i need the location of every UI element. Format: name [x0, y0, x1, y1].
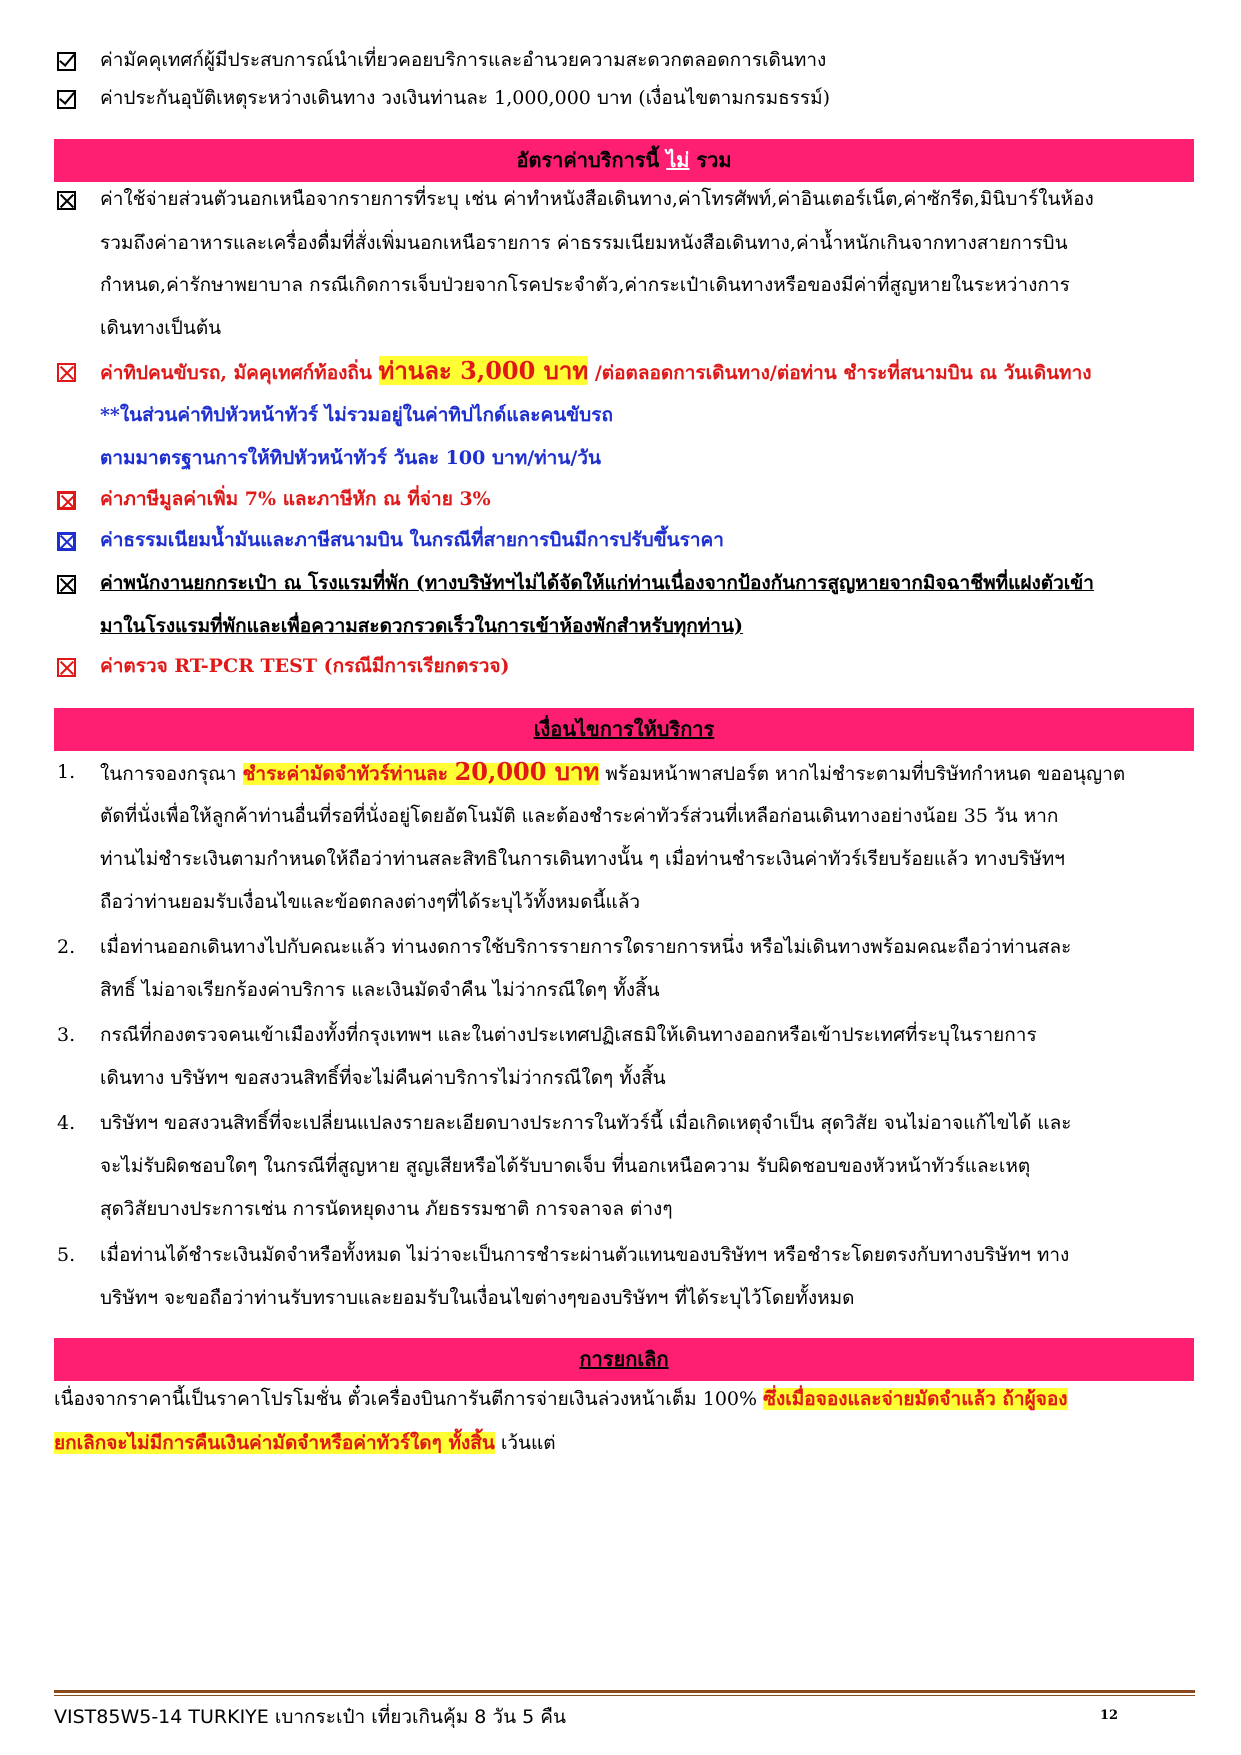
checkbox-crossed-icon [57, 491, 76, 510]
checkbox-crossed-icon [57, 191, 76, 210]
excluded-item-rtpcr: ค่าตรวจ RT-PCR TEST (กรณีมีการเรียกตรวจ) [100, 655, 510, 677]
excluded-item-personal-line4: เดินทางเป็นต้น [100, 317, 222, 339]
condition-3-line2: เดินทาง บริษัทฯ ขอสงวนสิทธิ์ที่จะไม่คืนค่าบริการไม่ว่ากรณีใดๆ ทั้งสิ้น [100, 1067, 666, 1089]
excluded-item-fuel-tax: ค่าธรรมเนียมน้ำมันและภาษีสนามบิน ในกรณีที่สายการบินมีการปรับขึ้นราคา [100, 529, 724, 551]
checkbox-crossed-icon [57, 658, 76, 677]
cancel-line2: ยกเลิกจะไม่มีการคืนเงินค่ามัดจำหรือค่าทัวร์ใดๆ ทั้งสิ้น เว้นแต่ [54, 1432, 556, 1454]
condition-2-line2: สิทธิ์ ไม่อาจเรียกร้องค่าบริการ และเงินมัดจำคืน ไม่ว่ากรณีใดๆ ทั้งสิ้น [100, 979, 660, 1001]
condition-2-line1: เมื่อท่านออกเดินทางไปกับคณะแล้ว ท่านงดการใช้บริการรายการใดรายการหนึ่ง หรือไม่เดินทางพร้อมคณะถือว่าท่านสละ [100, 936, 1072, 958]
included-item-insurance: ค่าประกันอุบัติเหตุระหว่างเดินทาง วงเงินท่านละ 1,000,000 บาท (เงื่อนไขตามกรมธรรม์) [100, 87, 831, 109]
condition-number: 3. [57, 1024, 76, 1046]
excluded-item-porter-line1: ค่าพนักงานยกกระเป๋า ณ โรงแรมที่พัก (ทางบริษัทฯไม่ได้จัดให้แก่ท่านเนื่องจากป้องกันการสูญหายจากมิจฉาชีพที่แฝงตัวเข้า [100, 572, 1094, 594]
checkbox-checked-icon [57, 90, 76, 109]
cancel-highlight-1: ซึ่งเมื่อจองและจ่ายมัดจำแล้ว ถ้าผู้จอง [763, 1388, 1068, 1410]
not-highlight: ไม่ [666, 148, 690, 172]
condition-1-line2: ตัดที่นั่งเพื่อให้ลูกค้าท่านอื่นที่รอที่นั่งอยู่โดยอัตโนมัติ และต้องชำระค่าทัวร์ส่วนที่เหลือก่อนเดินทางอย่างน้อย 35 วัน หาก [100, 805, 1059, 827]
condition-4-line3: สุดวิสัยบางประการเช่น การนัดหยุดงาน ภัยธรรมชาติ การจลาจล ต่างๆ [100, 1198, 673, 1220]
tips-amount-highlight: ท่านละ 3,000 บาท [378, 356, 589, 385]
excluded-section-header: อัตราค่าบริการนี้ ไม่ รวม [54, 139, 1194, 182]
condition-1-line4: ถือว่าท่านยอมรับเงื่อนไขและข้อตกลงต่างๆที่ได้ระบุไว้ทั้งหมดนี้แล้ว [100, 891, 641, 913]
condition-5-line1: เมื่อท่านได้ชำระเงินมัดจำหรือทั้งหมด ไม่ว่าจะเป็นการชำระผ่านตัวแทนของบริษัทฯ หรือชำระโดยตรงกับทางบริษัทฯ ทาง [100, 1244, 1070, 1266]
condition-number: 4. [57, 1112, 76, 1134]
condition-number: 5. [57, 1244, 76, 1266]
condition-1-line1: ในการจองกรุณา ชำระค่ามัดจำทัวร์ท่านละ 20,000 บาท พร้อมหน้าพาสปอร์ต หากไม่ชำระตามที่บริษัทกำหนด ขออนุญาต [100, 757, 1126, 786]
condition-4-line2: จะไม่รับผิดชอบใดๆ ในกรณีที่สูญหาย สูญเสียหรือได้รับบาดเจ็บ ที่นอกเหนือความ รับผิดชอบของหัวหน้าทัวร์และเหตุ [100, 1155, 1031, 1177]
excluded-item-tips: ค่าทิปคนขับรถ, มัคคุเทศก์ท้องถิ่น ท่านละ 3,000 บาท /ต่อตลอดการเดินทาง/ต่อท่าน ชำระที่สนามบิน ณ วันเดินทาง [100, 356, 1092, 385]
included-item-guide: ค่ามัคคุเทศก์ผู้มีประสบการณ์นำเที่ยวคอยบริการและอำนวยความสะดวกตลอดการเดินทาง [100, 49, 827, 71]
condition-3-line1: กรณีที่กองตรวจคนเข้าเมืองทั้งที่กรุงเทพฯ และในต่างประเทศปฏิเสธมิให้เดินทางออกหรือเข้าประเทศที่ระบุในรายการ [100, 1024, 1037, 1046]
excluded-item-personal-line3: กำหนด,ค่ารักษาพยาบาล กรณีเกิดการเจ็บป่วยจากโรคประจำตัว,ค่ากระเป๋าเดินทางหรือของมีค่าที่สูญหายในระหว่างการ [100, 274, 1070, 296]
condition-4-line1: บริษัทฯ ขอสงวนสิทธิ์ที่จะเปลี่ยนแปลงรายละเอียดบางประการในทัวร์นี้ เมื่อเกิดเหตุจำเป็น สุดวิสัย จนไม่อาจแก้ไขได้ และ [100, 1112, 1072, 1134]
footer-title: VIST85W5-14 TURKIYE เบากระเป๋า เที่ยวเกินคุ้ม 8 วัน 5 คืน [54, 1706, 566, 1728]
footer-divider [54, 1690, 1195, 1693]
tips-note-line2: ตามมาตรฐานการให้ทิปหัวหน้าทัวร์ วันละ 100 บาท/ท่าน/วัน [100, 447, 601, 469]
condition-number: 2. [57, 936, 76, 958]
condition-number: 1. [57, 761, 76, 783]
checkbox-crossed-icon [57, 363, 76, 382]
excluded-item-personal-line1: ค่าใช้จ่ายส่วนตัวนอกเหนือจากรายการที่ระบุ เช่น ค่าทำหนังสือเดินทาง,ค่าโทรศัพท์,ค่าอินเตอร์เน็ต,ค่าซักรีด,มินิบาร์ในห้อง [100, 188, 1094, 210]
cancel-section-header: การยกเลิก [54, 1338, 1194, 1381]
checkbox-checked-icon [57, 52, 76, 71]
footer-divider-thin [54, 1695, 1195, 1696]
cancel-highlight-2: ยกเลิกจะไม่มีการคืนเงินค่ามัดจำหรือค่าทัวร์ใดๆ ทั้งสิ้น [54, 1432, 495, 1454]
excluded-item-personal-line2: รวมถึงค่าอาหารและเครื่องดื่มที่สั่งเพิ่มนอกเหนือรายการ ค่าธรรมเนียมหนังสือเดินทาง,ค่าน้ำหนักเกินจากทางสายการบิน [100, 232, 1068, 254]
condition-5-line2: บริษัทฯ จะขอถือว่าท่านรับทราบและยอมรับในเงื่อนไขต่างๆของบริษัทฯ ที่ได้ระบุไว้โดยทั้งหมด [100, 1287, 855, 1309]
condition-1-line3: ท่านไม่ชำระเงินตามกำหนดให้ถือว่าท่านสละสิทธิในการเดินทางนั้น ๆ เมื่อท่านชำระเงินค่าทัวร์เรียบร้อยแล้ว ทางบริษัทฯ [100, 848, 1065, 870]
page-number: 12 [1100, 1708, 1119, 1723]
deposit-highlight: ชำระค่ามัดจำทัวร์ท่านละ 20,000 บาท [242, 757, 600, 786]
checkbox-crossed-icon [57, 532, 76, 551]
excluded-item-vat: ค่าภาษีมูลค่าเพิ่ม 7% และภาษีหัก ณ ที่จ่าย 3% [100, 488, 491, 510]
checkbox-crossed-icon [57, 575, 76, 594]
excluded-item-porter-line2: มาในโรงแรมที่พักและเพื่อความสะดวกรวดเร็วในการเข้าห้องพักสำหรับทุกท่าน) [100, 615, 743, 637]
conditions-section-header: เงื่อนไขการให้บริการ [54, 708, 1194, 751]
tips-note-line1: **ในส่วนค่าทิปหัวหน้าทัวร์ ไม่รวมอยู่ในค่าทิปไกด์และคนขับรถ [100, 404, 613, 426]
cancel-line1: เนื่องจากราคานี้เป็นราคาโปรโมชั่น ตั๋วเครื่องบินการันตีการจ่ายเงินล่วงหน้าเต็ม 100% ซึ่งเมื่อจองและจ่ายมัดจำแล้ว ถ้าผู้จอง [54, 1388, 1068, 1410]
